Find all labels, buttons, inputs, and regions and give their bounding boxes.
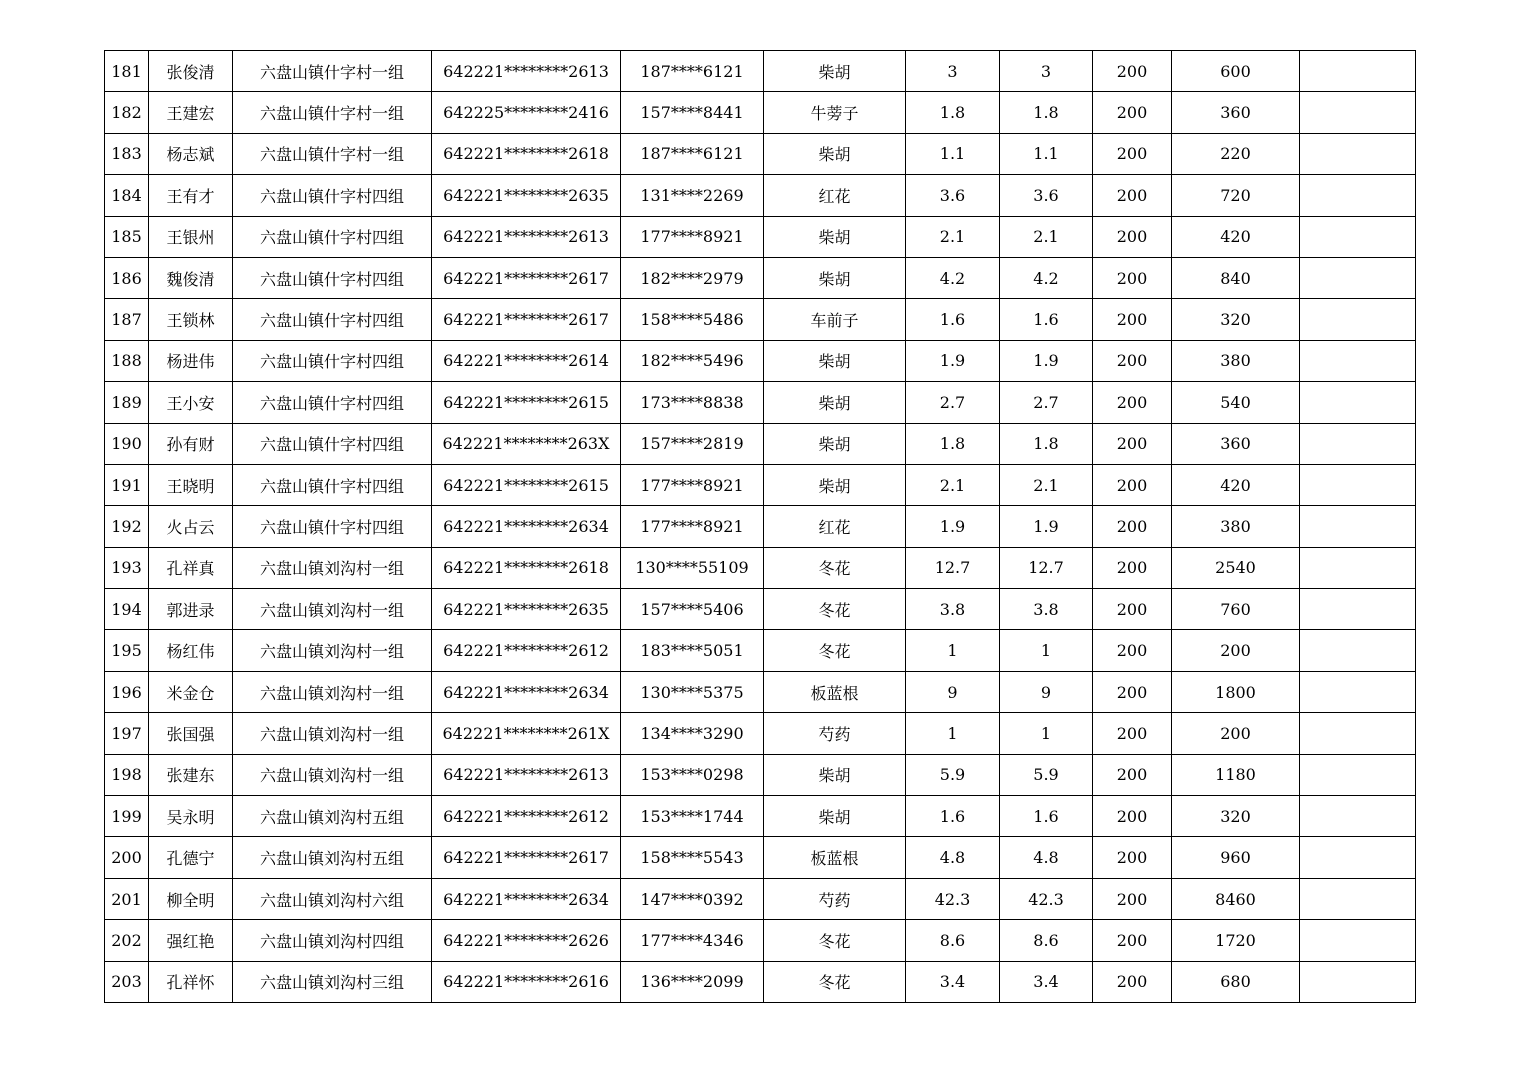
verified-area-cell: 1.6 (1000, 796, 1093, 837)
address-cell: 六盘山镇什字村四组 (233, 299, 432, 340)
amount-cell: 8460 (1172, 878, 1300, 919)
phone-cell: 157****2819 (621, 423, 764, 464)
row-number-cell: 200 (105, 837, 149, 878)
crop-cell: 冬花 (764, 961, 906, 1002)
verified-area-cell: 3.8 (1000, 589, 1093, 630)
address-cell: 六盘山镇刘沟村六组 (233, 878, 432, 919)
rate-cell: 200 (1093, 589, 1172, 630)
phone-cell: 153****1744 (621, 796, 764, 837)
address-cell: 六盘山镇刘沟村四组 (233, 920, 432, 961)
amount-cell: 360 (1172, 92, 1300, 133)
area-cell: 1.9 (906, 340, 1000, 381)
verified-area-cell: 8.6 (1000, 920, 1093, 961)
table-row (105, 299, 1416, 340)
name-cell: 火占云 (149, 506, 233, 547)
name-cell: 孔祥真 (149, 547, 233, 588)
row-number-cell: 181 (105, 51, 149, 92)
amount-cell: 960 (1172, 837, 1300, 878)
table-row (105, 589, 1416, 630)
phone-cell: 131****2269 (621, 175, 764, 216)
area-cell: 1 (906, 630, 1000, 671)
row-number-cell: 183 (105, 133, 149, 174)
table-row (105, 920, 1416, 961)
amount-cell: 1180 (1172, 754, 1300, 795)
id-number-cell: 642221********2617 (432, 257, 621, 298)
address-cell: 六盘山镇刘沟村一组 (233, 671, 432, 712)
verified-area-cell: 1.8 (1000, 92, 1093, 133)
remark-cell (1300, 423, 1416, 464)
rate-cell: 200 (1093, 175, 1172, 216)
phone-cell: 177****4346 (621, 920, 764, 961)
id-number-cell: 642221********2618 (432, 133, 621, 174)
area-cell: 3 (906, 51, 1000, 92)
area-cell: 2.1 (906, 464, 1000, 505)
area-cell: 3.6 (906, 175, 1000, 216)
rate-cell: 200 (1093, 713, 1172, 754)
id-number-cell: 642221********263X (432, 423, 621, 464)
id-number-cell: 642221********261X (432, 713, 621, 754)
id-number-cell: 642221********2615 (432, 464, 621, 505)
crop-cell: 牛蒡子 (764, 92, 906, 133)
address-cell: 六盘山镇刘沟村一组 (233, 630, 432, 671)
name-cell: 王小安 (149, 382, 233, 423)
row-number-cell: 195 (105, 630, 149, 671)
crop-cell: 冬花 (764, 920, 906, 961)
id-number-cell: 642221********2613 (432, 216, 621, 257)
phone-cell: 157****5406 (621, 589, 764, 630)
crop-cell: 红花 (764, 506, 906, 547)
crop-cell: 柴胡 (764, 257, 906, 298)
phone-cell: 177****8921 (621, 506, 764, 547)
phone-cell: 130****55109 (621, 547, 764, 588)
name-cell: 吴永明 (149, 796, 233, 837)
row-number-cell: 198 (105, 754, 149, 795)
table-row (105, 837, 1416, 878)
name-cell: 魏俊清 (149, 257, 233, 298)
amount-cell: 840 (1172, 257, 1300, 298)
table-row (105, 423, 1416, 464)
area-cell: 2.7 (906, 382, 1000, 423)
address-cell: 六盘山镇什字村一组 (233, 51, 432, 92)
crop-cell: 板蓝根 (764, 837, 906, 878)
verified-area-cell: 1.9 (1000, 340, 1093, 381)
address-cell: 六盘山镇刘沟村五组 (233, 837, 432, 878)
remark-cell (1300, 837, 1416, 878)
crop-cell: 柴胡 (764, 382, 906, 423)
verified-area-cell: 3.4 (1000, 961, 1093, 1002)
crop-cell: 柴胡 (764, 754, 906, 795)
address-cell: 六盘山镇什字村四组 (233, 423, 432, 464)
row-number-cell: 203 (105, 961, 149, 1002)
crop-cell: 冬花 (764, 630, 906, 671)
row-number-cell: 182 (105, 92, 149, 133)
verified-area-cell: 4.2 (1000, 257, 1093, 298)
name-cell: 米金仓 (149, 671, 233, 712)
table-row (105, 961, 1416, 1002)
remark-cell (1300, 382, 1416, 423)
verified-area-cell: 3 (1000, 51, 1093, 92)
amount-cell: 220 (1172, 133, 1300, 174)
area-cell: 1.8 (906, 92, 1000, 133)
id-number-cell: 642221********2613 (432, 754, 621, 795)
remark-cell (1300, 920, 1416, 961)
verified-area-cell: 1.9 (1000, 506, 1093, 547)
address-cell: 六盘山镇什字村四组 (233, 506, 432, 547)
verified-area-cell: 9 (1000, 671, 1093, 712)
id-number-cell: 642221********2635 (432, 175, 621, 216)
amount-cell: 600 (1172, 51, 1300, 92)
rate-cell: 200 (1093, 464, 1172, 505)
row-number-cell: 202 (105, 920, 149, 961)
address-cell: 六盘山镇刘沟村五组 (233, 796, 432, 837)
table-row (105, 671, 1416, 712)
remark-cell (1300, 713, 1416, 754)
amount-cell: 200 (1172, 630, 1300, 671)
id-number-cell: 642221********2618 (432, 547, 621, 588)
verified-area-cell: 1.6 (1000, 299, 1093, 340)
area-cell: 1 (906, 713, 1000, 754)
rate-cell: 200 (1093, 961, 1172, 1002)
table-row (105, 216, 1416, 257)
crop-cell: 冬花 (764, 589, 906, 630)
rate-cell: 200 (1093, 92, 1172, 133)
verified-area-cell: 2.1 (1000, 464, 1093, 505)
name-cell: 王建宏 (149, 92, 233, 133)
area-cell: 1.6 (906, 299, 1000, 340)
row-number-cell: 188 (105, 340, 149, 381)
table-row (105, 506, 1416, 547)
area-cell: 8.6 (906, 920, 1000, 961)
crop-cell: 红花 (764, 175, 906, 216)
address-cell: 六盘山镇什字村四组 (233, 382, 432, 423)
name-cell: 王锁林 (149, 299, 233, 340)
row-number-cell: 197 (105, 713, 149, 754)
rate-cell: 200 (1093, 382, 1172, 423)
crop-cell: 柴胡 (764, 464, 906, 505)
amount-cell: 720 (1172, 175, 1300, 216)
amount-cell: 380 (1172, 340, 1300, 381)
rate-cell: 200 (1093, 51, 1172, 92)
address-cell: 六盘山镇什字村四组 (233, 216, 432, 257)
phone-cell: 158****5486 (621, 299, 764, 340)
phone-cell: 153****0298 (621, 754, 764, 795)
rate-cell: 200 (1093, 257, 1172, 298)
rate-cell: 200 (1093, 920, 1172, 961)
rate-cell: 200 (1093, 340, 1172, 381)
table-row (105, 796, 1416, 837)
row-number-cell: 194 (105, 589, 149, 630)
phone-cell: 157****8441 (621, 92, 764, 133)
row-number-cell: 201 (105, 878, 149, 919)
amount-cell: 680 (1172, 961, 1300, 1002)
name-cell: 郭进录 (149, 589, 233, 630)
address-cell: 六盘山镇刘沟村一组 (233, 547, 432, 588)
rate-cell: 200 (1093, 878, 1172, 919)
verified-area-cell: 1.8 (1000, 423, 1093, 464)
id-number-cell: 642221********2614 (432, 340, 621, 381)
crop-cell: 芍药 (764, 878, 906, 919)
name-cell: 杨进伟 (149, 340, 233, 381)
row-number-cell: 187 (105, 299, 149, 340)
amount-cell: 320 (1172, 796, 1300, 837)
table-row (105, 92, 1416, 133)
crop-cell: 车前子 (764, 299, 906, 340)
remark-cell (1300, 257, 1416, 298)
id-number-cell: 642221********2635 (432, 589, 621, 630)
table-body (105, 51, 1416, 1003)
phone-cell: 182****5496 (621, 340, 764, 381)
id-number-cell: 642221********2616 (432, 961, 621, 1002)
address-cell: 六盘山镇什字村四组 (233, 464, 432, 505)
row-number-cell: 186 (105, 257, 149, 298)
verified-area-cell: 12.7 (1000, 547, 1093, 588)
amount-cell: 1720 (1172, 920, 1300, 961)
remark-cell (1300, 51, 1416, 92)
id-number-cell: 642221********2612 (432, 796, 621, 837)
verified-area-cell: 1 (1000, 630, 1093, 671)
table-row (105, 878, 1416, 919)
table-row (105, 51, 1416, 92)
area-cell: 12.7 (906, 547, 1000, 588)
phone-cell: 177****8921 (621, 216, 764, 257)
address-cell: 六盘山镇刘沟村一组 (233, 713, 432, 754)
name-cell: 王晓明 (149, 464, 233, 505)
remark-cell (1300, 671, 1416, 712)
amount-cell: 540 (1172, 382, 1300, 423)
name-cell: 张建东 (149, 754, 233, 795)
name-cell: 孔祥怀 (149, 961, 233, 1002)
remark-cell (1300, 133, 1416, 174)
table-row (105, 340, 1416, 381)
table-row (105, 133, 1416, 174)
table-row (105, 713, 1416, 754)
data-table (104, 50, 1416, 1003)
rate-cell: 200 (1093, 754, 1172, 795)
rate-cell: 200 (1093, 796, 1172, 837)
row-number-cell: 199 (105, 796, 149, 837)
area-cell: 1.8 (906, 423, 1000, 464)
address-cell: 六盘山镇什字村四组 (233, 175, 432, 216)
name-cell: 王有才 (149, 175, 233, 216)
address-cell: 六盘山镇什字村四组 (233, 257, 432, 298)
remark-cell (1300, 506, 1416, 547)
row-number-cell: 185 (105, 216, 149, 257)
id-number-cell: 642221********2634 (432, 671, 621, 712)
remark-cell (1300, 630, 1416, 671)
verified-area-cell: 2.7 (1000, 382, 1093, 423)
amount-cell: 2540 (1172, 547, 1300, 588)
row-number-cell: 191 (105, 464, 149, 505)
crop-cell: 芍药 (764, 713, 906, 754)
id-number-cell: 642221********2634 (432, 506, 621, 547)
row-number-cell: 193 (105, 547, 149, 588)
phone-cell: 183****5051 (621, 630, 764, 671)
verified-area-cell: 1.1 (1000, 133, 1093, 174)
verified-area-cell: 2.1 (1000, 216, 1093, 257)
crop-cell: 柴胡 (764, 133, 906, 174)
amount-cell: 380 (1172, 506, 1300, 547)
row-number-cell: 192 (105, 506, 149, 547)
row-number-cell: 184 (105, 175, 149, 216)
phone-cell: 187****6121 (621, 133, 764, 174)
phone-cell: 177****8921 (621, 464, 764, 505)
crop-cell: 柴胡 (764, 216, 906, 257)
verified-area-cell: 4.8 (1000, 837, 1093, 878)
amount-cell: 420 (1172, 464, 1300, 505)
address-cell: 六盘山镇刘沟村一组 (233, 589, 432, 630)
phone-cell: 158****5543 (621, 837, 764, 878)
rate-cell: 200 (1093, 133, 1172, 174)
name-cell: 张国强 (149, 713, 233, 754)
id-number-cell: 642221********2617 (432, 837, 621, 878)
area-cell: 1.1 (906, 133, 1000, 174)
phone-cell: 182****2979 (621, 257, 764, 298)
address-cell: 六盘山镇什字村一组 (233, 133, 432, 174)
verified-area-cell: 42.3 (1000, 878, 1093, 919)
remark-cell (1300, 878, 1416, 919)
rate-cell: 200 (1093, 299, 1172, 340)
id-number-cell: 642221********2615 (432, 382, 621, 423)
remark-cell (1300, 175, 1416, 216)
amount-cell: 320 (1172, 299, 1300, 340)
remark-cell (1300, 547, 1416, 588)
name-cell: 杨红伟 (149, 630, 233, 671)
rate-cell: 200 (1093, 547, 1172, 588)
table-row (105, 464, 1416, 505)
address-cell: 六盘山镇刘沟村一组 (233, 754, 432, 795)
name-cell: 孔德宁 (149, 837, 233, 878)
name-cell: 孙有财 (149, 423, 233, 464)
area-cell: 9 (906, 671, 1000, 712)
phone-cell: 130****5375 (621, 671, 764, 712)
id-number-cell: 642221********2634 (432, 878, 621, 919)
verified-area-cell: 3.6 (1000, 175, 1093, 216)
table-row (105, 382, 1416, 423)
amount-cell: 1800 (1172, 671, 1300, 712)
area-cell: 4.8 (906, 837, 1000, 878)
row-number-cell: 196 (105, 671, 149, 712)
remark-cell (1300, 299, 1416, 340)
row-number-cell: 190 (105, 423, 149, 464)
id-number-cell: 642221********2612 (432, 630, 621, 671)
phone-cell: 187****6121 (621, 51, 764, 92)
crop-cell: 柴胡 (764, 340, 906, 381)
area-cell: 1.9 (906, 506, 1000, 547)
area-cell: 42.3 (906, 878, 1000, 919)
remark-cell (1300, 340, 1416, 381)
name-cell: 王银州 (149, 216, 233, 257)
area-cell: 4.2 (906, 257, 1000, 298)
remark-cell (1300, 92, 1416, 133)
phone-cell: 173****8838 (621, 382, 764, 423)
area-cell: 1.6 (906, 796, 1000, 837)
crop-cell: 柴胡 (764, 796, 906, 837)
name-cell: 张俊清 (149, 51, 233, 92)
address-cell: 六盘山镇什字村一组 (233, 92, 432, 133)
name-cell: 柳全明 (149, 878, 233, 919)
table-row (105, 257, 1416, 298)
crop-cell: 冬花 (764, 547, 906, 588)
verified-area-cell: 5.9 (1000, 754, 1093, 795)
remark-cell (1300, 961, 1416, 1002)
address-cell: 六盘山镇刘沟村三组 (233, 961, 432, 1002)
phone-cell: 136****2099 (621, 961, 764, 1002)
id-number-cell: 642221********2626 (432, 920, 621, 961)
rate-cell: 200 (1093, 837, 1172, 878)
row-number-cell: 189 (105, 382, 149, 423)
remark-cell (1300, 464, 1416, 505)
table-row (105, 175, 1416, 216)
area-cell: 3.4 (906, 961, 1000, 1002)
remark-cell (1300, 589, 1416, 630)
phone-cell: 147****0392 (621, 878, 764, 919)
table-row (105, 547, 1416, 588)
id-number-cell: 642221********2613 (432, 51, 621, 92)
crop-cell: 板蓝根 (764, 671, 906, 712)
name-cell: 杨志斌 (149, 133, 233, 174)
remark-cell (1300, 796, 1416, 837)
rate-cell: 200 (1093, 630, 1172, 671)
crop-cell: 柴胡 (764, 51, 906, 92)
area-cell: 5.9 (906, 754, 1000, 795)
rate-cell: 200 (1093, 671, 1172, 712)
crop-cell: 柴胡 (764, 423, 906, 464)
amount-cell: 200 (1172, 713, 1300, 754)
area-cell: 3.8 (906, 589, 1000, 630)
id-number-cell: 642225********2416 (432, 92, 621, 133)
amount-cell: 760 (1172, 589, 1300, 630)
amount-cell: 420 (1172, 216, 1300, 257)
remark-cell (1300, 754, 1416, 795)
address-cell: 六盘山镇什字村四组 (233, 340, 432, 381)
id-number-cell: 642221********2617 (432, 299, 621, 340)
rate-cell: 200 (1093, 423, 1172, 464)
area-cell: 2.1 (906, 216, 1000, 257)
rate-cell: 200 (1093, 216, 1172, 257)
phone-cell: 134****3290 (621, 713, 764, 754)
amount-cell: 360 (1172, 423, 1300, 464)
verified-area-cell: 1 (1000, 713, 1093, 754)
table-row (105, 754, 1416, 795)
rate-cell: 200 (1093, 506, 1172, 547)
table-row (105, 630, 1416, 671)
name-cell: 强红艳 (149, 920, 233, 961)
remark-cell (1300, 216, 1416, 257)
